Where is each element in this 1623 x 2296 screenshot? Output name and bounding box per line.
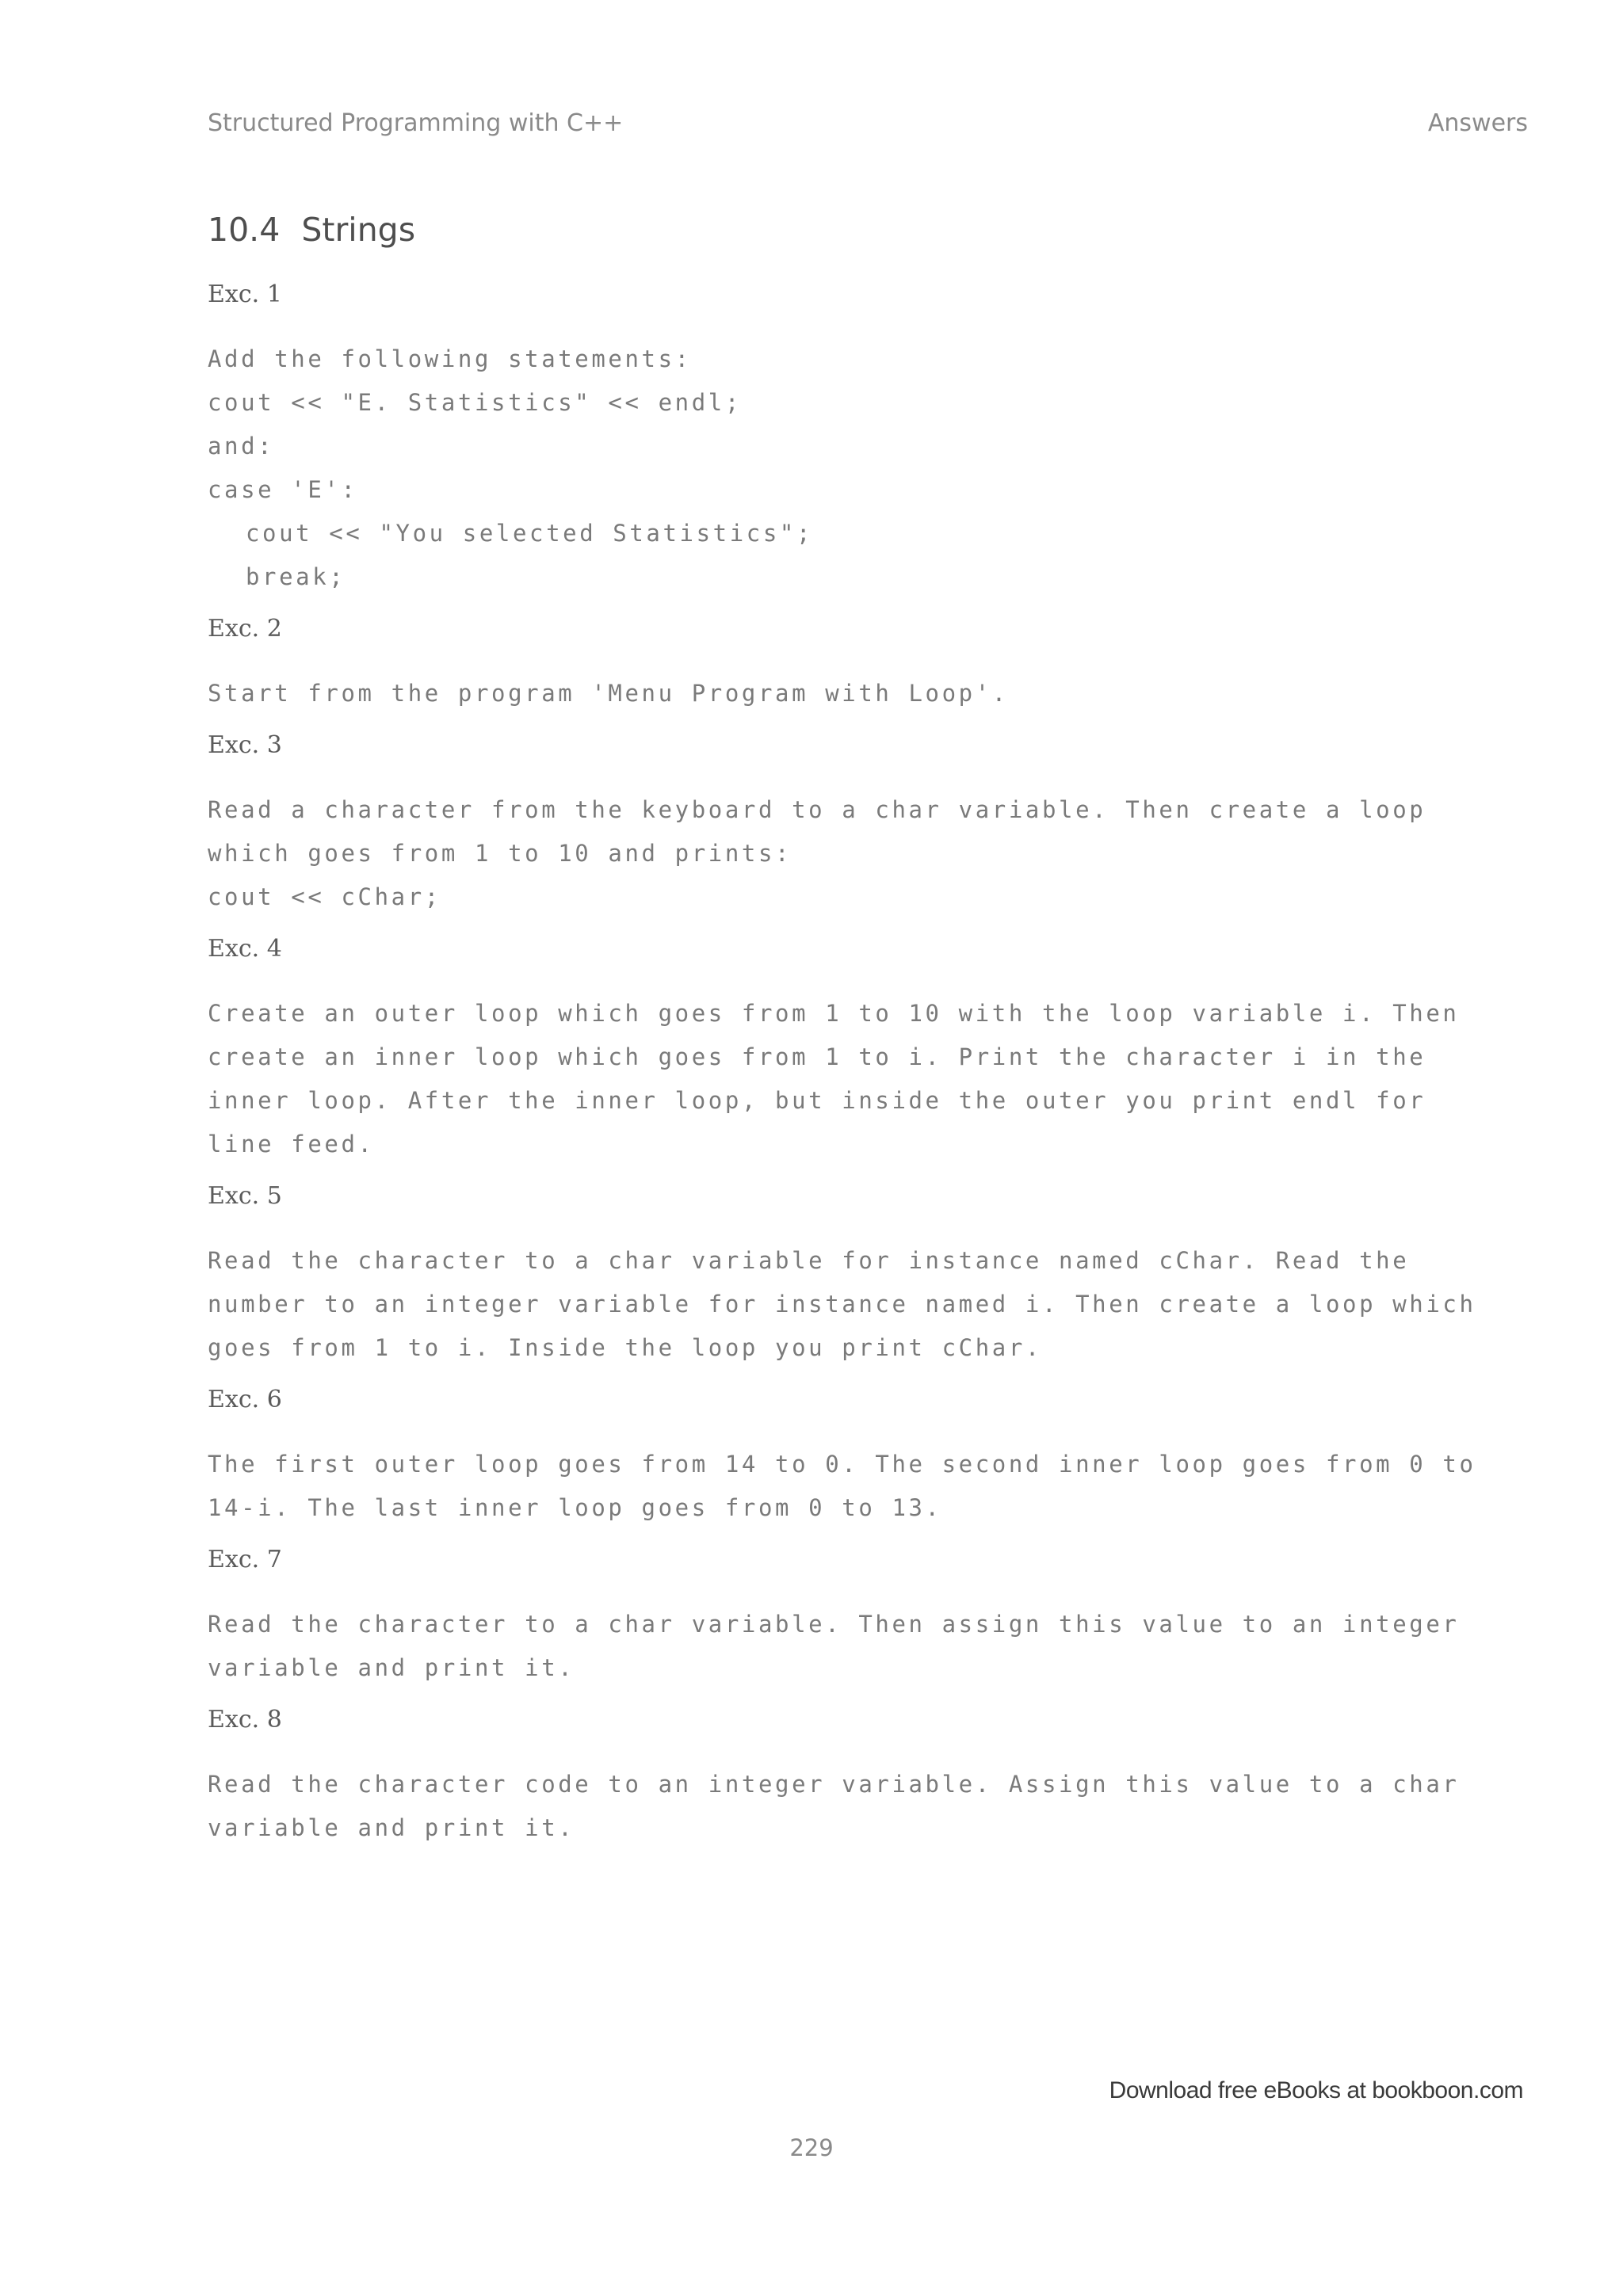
answer-line: cout << "E. Statistics" << endl; <box>208 389 742 416</box>
answer-line: case 'E': <box>208 476 358 503</box>
exercise-7 <box>208 1544 1523 1690</box>
answer-line: variable and print it. <box>208 1814 575 1841</box>
exercise-3 <box>208 730 1523 919</box>
exercise-label: Exc. 5 <box>208 1182 282 1210</box>
page-content <box>208 208 1523 1864</box>
answer-line: variable and print it. <box>208 1654 575 1681</box>
exercise-4 <box>208 933 1523 1166</box>
answer-line: Read the character code to an integer variable. Assign this value to a char <box>208 1771 1460 1798</box>
exercise-label: Exc. 2 <box>208 615 282 643</box>
answer-line: which goes from 1 to 10 and prints: <box>208 840 792 867</box>
section-title: Strings <box>301 211 416 249</box>
section-heading <box>208 208 1523 252</box>
exercise-label: Exc. 4 <box>208 935 282 963</box>
exercise-8 <box>208 1704 1523 1850</box>
exercise-answer <box>208 992 1523 1166</box>
running-header <box>208 109 1528 147</box>
exercise-label: Exc. 7 <box>208 1546 282 1573</box>
exercise-answer <box>208 1443 1523 1530</box>
exercise-answer <box>208 788 1523 919</box>
answer-line: Add the following statements: <box>208 345 692 372</box>
download-link[interactable]: Download free eBooks at bookboon.com <box>1109 2077 1523 2103</box>
chapter-title: Answers <box>1427 109 1528 137</box>
answer-line: cout << cChar; <box>208 883 441 910</box>
book-title: Structured Programming with C++ <box>208 109 624 137</box>
exercise-6 <box>208 1384 1523 1530</box>
answer-line: create an inner loop which goes from 1 to i. Print the character i in the <box>208 1043 1426 1070</box>
exercise-label: Exc. 6 <box>208 1386 282 1413</box>
exercise-answer <box>208 1763 1523 1850</box>
answer-line: goes from 1 to i. Inside the loop you print cChar. <box>208 1334 1042 1361</box>
answer-line: line feed. <box>208 1131 375 1158</box>
answer-line: Start from the program 'Menu Program with Loop'. <box>208 680 1009 707</box>
exercise-answer <box>208 672 1523 715</box>
exercise-1 <box>208 279 1523 599</box>
exercise-list <box>208 279 1523 1850</box>
answer-line: inner loop. After the inner loop, but inside the outer you print endl for <box>208 1087 1426 1114</box>
answer-line: Create an outer loop which goes from 1 to 10 with the loop variable i. Then <box>208 1000 1460 1027</box>
exercise-2 <box>208 613 1523 715</box>
answer-line: Read a character from the keyboard to a char variable. Then create a loop <box>208 796 1426 823</box>
answer-line: The first outer loop goes from 14 to 0. The second inner loop goes from 0 to <box>208 1451 1476 1478</box>
answer-line: cout << "You selected Statistics"; <box>246 520 814 547</box>
exercise-answer <box>208 338 1523 599</box>
section-number: 10.4 <box>208 211 281 249</box>
exercise-label: Exc. 3 <box>208 731 282 759</box>
answer-line: 14-i. The last inner loop goes from 0 to 13. <box>208 1494 942 1521</box>
answer-line: break; <box>246 563 346 590</box>
answer-line: number to an integer variable for instance named i. Then create a loop which <box>208 1291 1476 1318</box>
exercise-label: Exc. 8 <box>208 1706 282 1733</box>
answer-line: Read the character to a char variable for instance named cChar. Read the <box>208 1247 1410 1274</box>
exercise-answer <box>208 1603 1523 1690</box>
exercise-5 <box>208 1180 1523 1370</box>
exercise-answer <box>208 1239 1523 1370</box>
exercise-label: Exc. 1 <box>208 280 282 308</box>
page-number: 229 <box>789 2134 834 2161</box>
answer-line: and: <box>208 433 275 460</box>
answer-line: Read the character to a char variable. Then assign this value to an integer <box>208 1611 1460 1638</box>
